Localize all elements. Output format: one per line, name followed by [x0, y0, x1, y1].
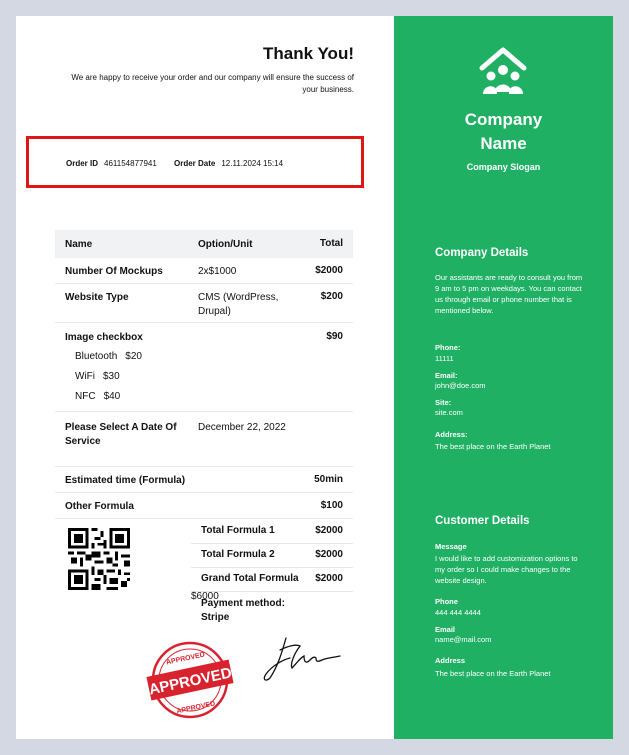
company-details-text: Our assistants are ready to consult you from 9 am to 5 pm on weekdays. You can contact us through email or phone number that is mentioned below. [435, 273, 583, 315]
address-value: The best place on the Earth Planet [435, 442, 551, 451]
total-value: $2000 [315, 549, 343, 560]
row-name: Other Formula [65, 501, 134, 512]
customer-phone-value: 444 444 4444 [435, 608, 481, 617]
total-label: Total Formula 2 [201, 549, 275, 560]
order-date-value: 12.11.2024 15:14 [221, 159, 284, 168]
order-id [66, 159, 157, 168]
signature-icon [260, 632, 344, 686]
address-label: Address: [435, 430, 468, 439]
table-row [55, 258, 353, 284]
total-row [191, 519, 353, 544]
stamp-bottom-text: APPROVED [175, 700, 216, 716]
email-value: john@doe.com [435, 381, 486, 390]
table-header [55, 230, 353, 258]
customer-details-title: Customer Details [435, 515, 530, 527]
total-value: $2000 [315, 525, 343, 536]
message-label: Message [435, 542, 467, 551]
row-total: 50min [314, 474, 343, 485]
table-row [55, 493, 353, 519]
invoice-page [16, 16, 613, 739]
customer-phone-label: Phone [435, 597, 458, 606]
company-sidebar [394, 16, 613, 739]
total-row [191, 543, 353, 568]
option-name: Bluetooth [75, 351, 118, 362]
row-option: 2x$1000 [198, 266, 237, 277]
email-label: Email: [435, 371, 458, 380]
checkbox-option [75, 351, 142, 362]
invoice-main [16, 16, 394, 739]
table-row [55, 467, 353, 493]
total-row [191, 567, 353, 592]
phone-value: 11111 [435, 354, 454, 363]
option-price: $20 [125, 351, 142, 362]
header-name: Name [65, 239, 93, 250]
row-total: $200 [320, 291, 343, 302]
total-value: $6000 [191, 591, 219, 602]
option-name: NFC [75, 391, 96, 402]
total-value: $2000 [315, 573, 343, 584]
row-option: December 22, 2022 [198, 422, 286, 433]
company-name: Company Name [464, 110, 543, 153]
customer-address-value: The best place on the Earth Planet [435, 669, 551, 678]
option-name: WiFi [75, 371, 95, 382]
site-label: Site: [435, 398, 452, 407]
phone-label: Phone: [435, 343, 461, 352]
total-label: Total Formula 1 [201, 525, 275, 536]
customer-email-value: name@mail.com [435, 635, 492, 644]
table-row [55, 412, 353, 467]
row-name: Estimated time (Formula) [65, 475, 186, 486]
header-option: Option/Unit [198, 239, 253, 250]
row-name: Number Of Mockups [65, 266, 163, 277]
order-date-label: Order Date [174, 159, 216, 168]
thank-you-text: We are happy to receive your order and our company will ensure the success of your business. [71, 73, 354, 94]
thank-you-title: Thank You! [263, 44, 354, 63]
option-price: $30 [103, 371, 120, 382]
order-id-label: Order ID [66, 159, 99, 168]
row-option: CMS (WordPress, Drupal) [198, 292, 279, 317]
row-total: $100 [320, 500, 343, 511]
house-people-icon [478, 46, 528, 96]
stamp-top-text: APPROVED [165, 651, 206, 667]
company-slogan: Company Slogan [466, 162, 541, 172]
approved-stamp-icon [144, 638, 236, 722]
row-total: $2000 [315, 265, 343, 276]
row-name: Please Select A Date Of Service [65, 422, 177, 447]
site-value: site.com [435, 408, 463, 417]
option-price: $40 [103, 391, 121, 402]
header-total: Total [319, 238, 343, 249]
total-label: Payment method: Stripe [201, 598, 285, 623]
total-label: Grand Total Formula [201, 573, 299, 584]
company-details-title: Company Details [435, 247, 529, 259]
table-row [55, 284, 353, 323]
checkbox-option [75, 371, 120, 382]
table-row [55, 323, 353, 412]
order-id-value: 461154877941 [104, 159, 157, 168]
row-total: $90 [326, 331, 343, 342]
customer-email-label: Email [435, 625, 456, 634]
stamp-text: APPROVED [147, 664, 234, 699]
order-info-box [26, 136, 364, 188]
qr-code-icon [68, 528, 130, 590]
row-name: Website Type [65, 292, 129, 303]
customer-address-label: Address [435, 656, 466, 665]
total-row [191, 591, 353, 627]
checkbox-option [75, 391, 120, 402]
row-name: Image checkbox [65, 332, 143, 343]
order-date [174, 159, 283, 168]
message-value: I would like to add customization options to my order so I could make changes to the website design. [435, 554, 578, 585]
